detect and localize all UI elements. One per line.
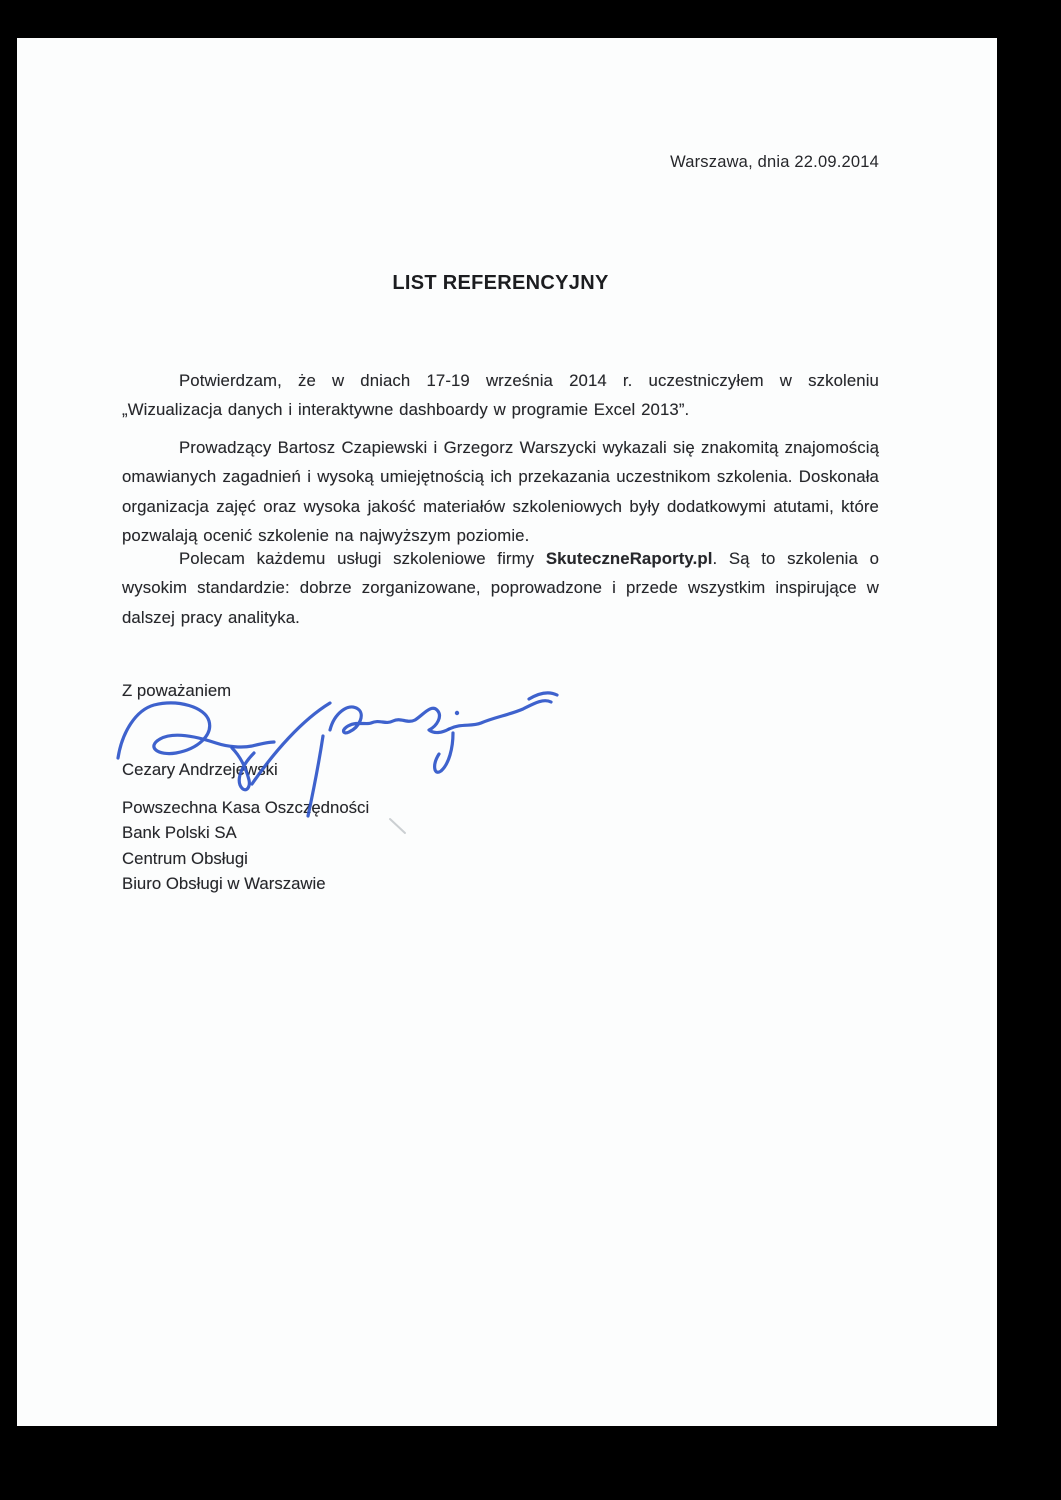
paragraph-trainers: Prowadzący Bartosz Czapiewski i Grzegorz Warszycki wykazali się znakomitą znajomością omawianych zagadnień i wysoką umiejętnością ich przekazania uczestnikom szkolenia. Doskonała organizacja zajęć oraz wysoka jakość materiałów szkoleniowych były dodatkowymi atutami, które pozwalają ocenić szkolenie na najwyższym poziomie. (122, 437, 879, 546)
letter-page (17, 38, 997, 1426)
organization-line: Biuro Obsługi w Warszawie (122, 873, 326, 893)
letter-title: LIST REFERENCYJNY (392, 272, 609, 294)
organization-block (122, 795, 369, 896)
paragraph-confirmation: Potwierdzam, że w dniach 17-19 września 2014 r. uczestniczyłem w szkoleniu „Wizualizacja danych i interaktywne dashboardy w programie Excel 2013”. (122, 370, 879, 420)
signer-name: Cezary Andrzejewski (122, 760, 278, 779)
organization-line: Powszechna Kasa Oszczędności (122, 798, 370, 817)
recommendation-text-before-brand: Polecam każdemu usługi szkoleniowe firmy (179, 548, 546, 568)
paragraph-recommendation (122, 544, 879, 632)
dateline: Warszawa, dnia 22.09.2014 (670, 153, 879, 171)
organization-line: Bank Polski SA (122, 823, 237, 843)
valediction: Z poważaniem (122, 681, 232, 700)
recommendation-text-after-brand: . Są to szkolenia o wysokim standardzie: dobrze zorganizowane, poprowadzone i przede wszystkim inspirujące w dalszej pracy analityka. (122, 548, 879, 627)
brand-name: SkuteczneRaporty.pl (545, 548, 713, 568)
organization-line: Centrum Obsługi (122, 848, 248, 868)
